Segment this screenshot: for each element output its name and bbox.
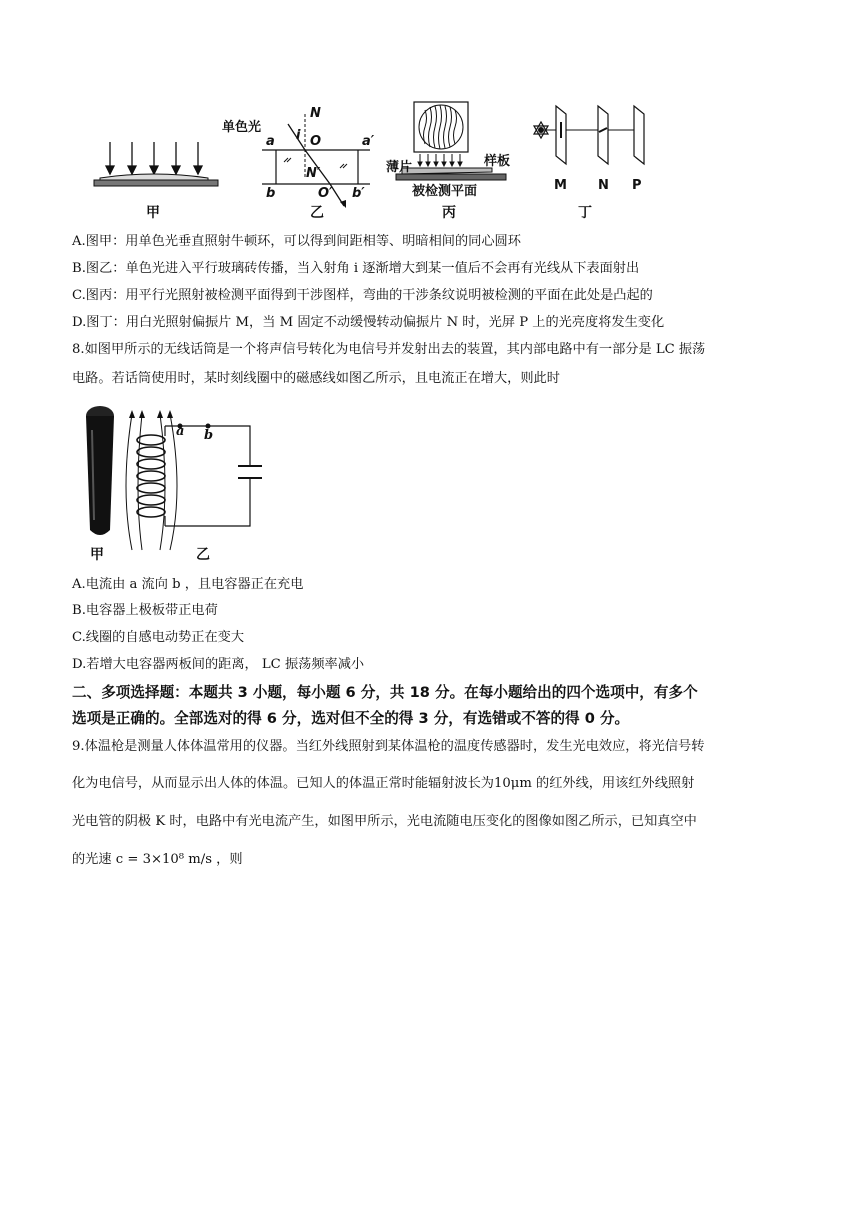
q8-figure (80, 400, 280, 574)
q9-line3: 光电管的阴极 K 时，电路中有光电流产生，如图甲所示，光电流随电压变化的图像如图乙所示，已知真空中 (72, 814, 697, 829)
tested-surface-label: 被检测平面 (412, 184, 478, 199)
figure-jia-caption: 甲 (146, 205, 160, 221)
q7-figure-row (92, 98, 652, 226)
label-b-prime: b′ (352, 186, 365, 201)
q9-line2: 化为电信号，从而显示出人体的体温。已知人的体温正常时能辐射波长为10μm 的红外线，用该红外线照射 (72, 776, 695, 791)
q8-option-a: A.电流由 a 流向 b ，且电容器正在充电 (72, 577, 304, 592)
figure-yi-circuit-caption: 乙 (196, 547, 210, 563)
label-O: O (310, 134, 322, 149)
figure-bing-caption: 丙 (442, 205, 456, 221)
figure-jia-mic-caption: 甲 (90, 547, 104, 563)
section2-heading-line2: 选项是正确的。全部选对的得 6 分，选对但不全的得 3 分，有选错或不答的得 0 分。 (72, 710, 630, 727)
label-O-prime: O′ (318, 186, 333, 201)
q8-stem-line1: 8.如图甲所示的无线话筒是一个将声信号转化为电信号并发射出去的装置，其内部电路中有一部分是 LC 振荡 (72, 342, 706, 357)
label-N: N (310, 106, 321, 121)
label-a-prime: a′ (362, 134, 375, 149)
label-N-prime: N′ (306, 166, 321, 181)
monochromatic-light-label: 单色光 (222, 120, 262, 135)
q7-option-b: B.图乙：单色光进入平行玻璃砖传播，当入射角 i 逐渐增大到某一值后不会再有光线从下表面射出 (72, 261, 640, 276)
figure-bing-interference (386, 98, 522, 226)
q7-option-d: D.图丁：用白光照射偏振片 M，当 M 固定不动缓慢转动偏振片 N 时，光屏 P 上的光亮度将发生变化 (72, 315, 665, 330)
q8-option-c: C.线圈的自感电动势正在变大 (72, 630, 245, 645)
label-N-polarizer: N (598, 178, 609, 193)
figure-ding-caption: 丁 (578, 205, 592, 221)
point-b-label: b (204, 428, 214, 443)
microphone-icon (86, 406, 114, 535)
q8-stem-line2: 电路。若话筒使用时，某时刻线圈中的磁感线如图乙所示，且电流正在增大，则此时 (72, 371, 560, 386)
q7-option-c: C.图丙：用平行光照射被检测平面得到干涉图样，弯曲的干涉条纹说明被检测的平面在此处是凸起的 (72, 288, 653, 303)
point-a-label: a (176, 424, 185, 439)
figure-yi-glass-block (222, 98, 382, 226)
label-a: a (266, 134, 275, 149)
sample-plate-label: 样板 (484, 154, 511, 169)
figure-yi-caption: 乙 (310, 205, 324, 221)
label-P: P (632, 178, 642, 193)
q7-option-a: A.图甲：用单色光垂直照射牛顿环，可以得到间距相等、明暗相间的同心圆环 (72, 234, 521, 249)
q8-option-b: B.电容器上极板带正电荷 (72, 603, 218, 618)
figure-ding-polarizers (522, 98, 652, 226)
q9-line1: 9.体温枪是测量人体体温常用的仪器。当红外线照射到某体温枪的温度传感器时，发生光电效应，将光信号转 (72, 739, 705, 754)
figure-jia-newton-rings (92, 98, 222, 226)
label-i: i (296, 128, 301, 143)
section2-heading-line1: 二、多项选择题：本题共 3 小题，每小题 6 分，共 18 分。在每小题给出的四个选项中，有多个 (72, 684, 698, 701)
q9-line4: 的光速 c = 3×10⁸ m/s ，则 (72, 852, 243, 867)
film-label: 薄片 (386, 160, 413, 175)
q8-option-d: D.若增大电容器两板间的距离， LC 振荡频率减小 (72, 657, 365, 672)
label-M: M (554, 178, 567, 193)
label-b: b (266, 186, 276, 201)
